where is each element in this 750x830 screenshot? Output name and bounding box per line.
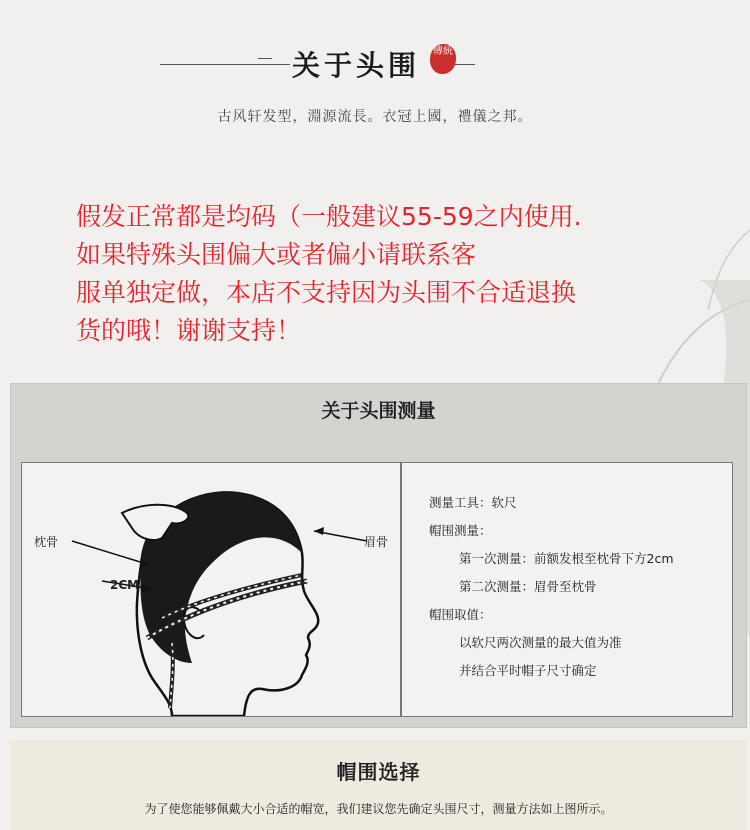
measure-panel	[10, 383, 747, 728]
notice-line: 服单独定做，本店不支持因为头围不合适退换	[76, 278, 577, 307]
title-divider-left	[160, 64, 290, 65]
size-select-title: 帽围选择	[336, 760, 421, 784]
head-diagram-box	[21, 462, 401, 717]
notice-line: 如果特殊头围偏大或者偏小请联系客	[76, 240, 477, 269]
section-title: 关于头围	[292, 49, 421, 82]
instruction-line: 并结合平时帽子尺寸确定	[459, 663, 597, 678]
size-notice	[76, 198, 716, 350]
section-subtitle: 古风轩发型，淵源流長。衣冠上國，禮儀之邦。	[217, 109, 533, 125]
instruction-line: 测量工具：软尺	[429, 495, 517, 510]
instruction-line: 以软尺两次测量的最大值为准	[459, 635, 622, 650]
occipital-label: 枕骨	[34, 535, 59, 549]
title-divider-right	[455, 64, 475, 65]
instruction-line: 第二次测量：眉骨至枕骨	[459, 579, 597, 594]
size-select-description: 为了使您能够佩戴大小合适的帽宽，我们建议您先确定头围尺寸，测量方法如上图所示。	[144, 802, 613, 816]
brow-label: 眉骨	[364, 535, 389, 549]
notice-line: 假发正常都是均码（一般建议55-59之内使用.	[76, 202, 582, 231]
measure-instructions-box	[401, 462, 733, 717]
head-diagram	[22, 463, 400, 716]
notice-line: 货的哦！谢谢支持！	[76, 316, 302, 345]
seal-stamp: 傳統	[430, 44, 456, 74]
header	[0, 0, 750, 150]
instruction-line: 帽围取值：	[429, 607, 492, 622]
title-divider-accent	[258, 58, 272, 59]
offset-label: 2CM	[110, 578, 140, 592]
measure-title: 关于头围测量	[321, 400, 436, 422]
size-select-panel	[10, 740, 747, 830]
instruction-line: 帽围测量：	[429, 523, 492, 538]
instruction-line: 第一次测量：前额发根至枕骨下方2cm	[459, 551, 674, 566]
